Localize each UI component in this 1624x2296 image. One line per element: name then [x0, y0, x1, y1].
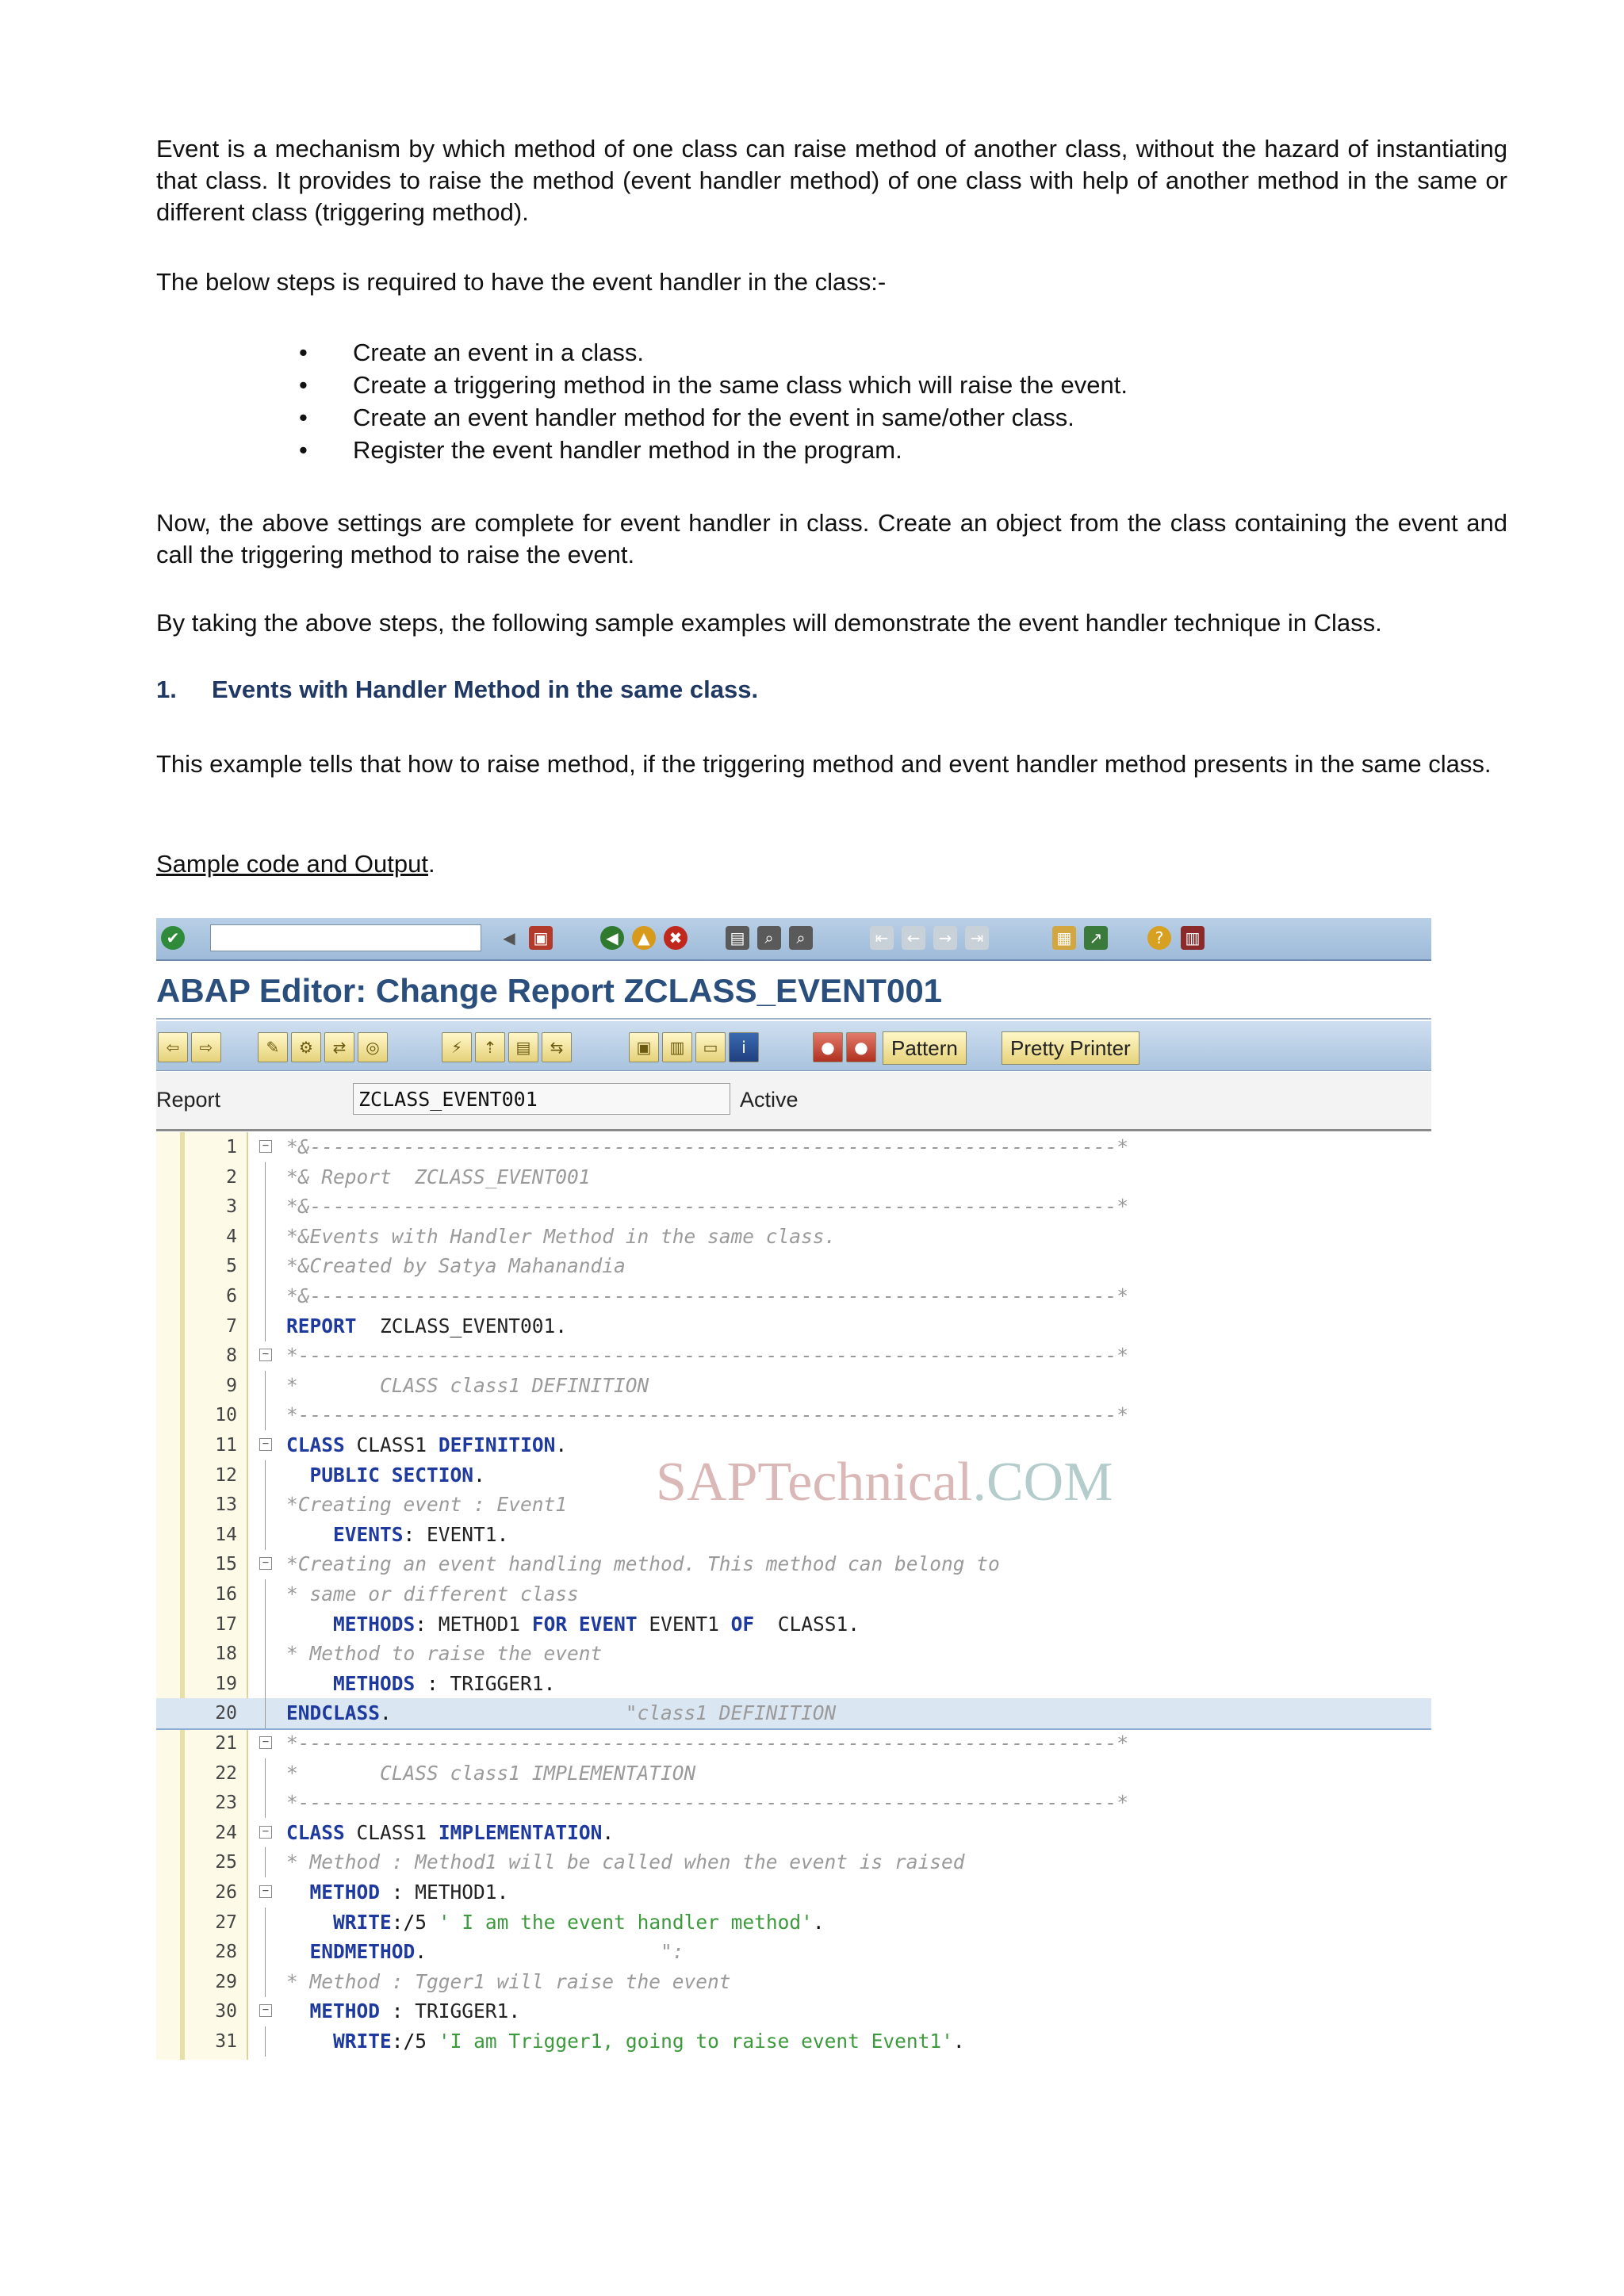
sample-label: Sample code and Output [156, 850, 428, 878]
list-item: • Create an event in a class. [299, 339, 645, 366]
command-field[interactable] [210, 924, 481, 951]
code-text: ENDMETHOD. ": [309, 1940, 684, 1964]
line-number: 18 [215, 1644, 237, 1665]
collapse-icon[interactable]: − [259, 1349, 272, 1361]
settings-paragraph: Now, the above settings are complete for event handler in class. Create an object from the class containing the event and call the triggering method to raise the event. [156, 509, 1507, 568]
sample-suffix: . [427, 850, 435, 878]
fold-guide [265, 1669, 266, 1699]
fold-guide [265, 1281, 266, 1311]
fold-guide [265, 1192, 266, 1222]
line-number: 17 [215, 1613, 237, 1635]
exit-icon[interactable]: ▲ [632, 926, 656, 950]
code-text: *----------------------------------------------------------------------* [286, 1732, 1129, 1755]
fold-guide [265, 1162, 266, 1192]
cancel-icon[interactable]: ✖ [664, 926, 688, 950]
fold-guide [265, 1579, 266, 1609]
line-number: 16 [215, 1584, 237, 1605]
line-number: 1 [226, 1137, 237, 1158]
page-title: ABAP Editor: Change Report ZCLASS_EVENT001 [156, 972, 943, 1009]
application-toolbar [156, 1021, 1431, 1071]
activate-icon[interactable]: ⚡ [442, 1032, 472, 1062]
section-title: Events with Handler Method in the same class. [212, 675, 759, 703]
fold-guide [265, 1371, 266, 1401]
code-line[interactable] [156, 1877, 1431, 1908]
print-icon[interactable]: ▤ [726, 926, 749, 950]
code-text: PUBLIC SECTION. [309, 1463, 485, 1487]
line-number: 21 [215, 1733, 237, 1754]
forward-arrow-icon[interactable]: ⇨ [191, 1032, 221, 1062]
code-line[interactable] [156, 1758, 1431, 1789]
line-number: 31 [215, 2031, 237, 2052]
code-text: *&Created by Satya Mahanandia [286, 1254, 626, 1278]
code-line[interactable] [156, 1728, 1431, 1758]
fold-guide [265, 1788, 266, 1818]
fold-guide [265, 1251, 266, 1281]
find-icon[interactable]: ⌕ [757, 926, 781, 950]
list-item: • Create an event handler method for the event in same/other class. [299, 404, 1074, 431]
code-line[interactable] [156, 1251, 1431, 1281]
fold-guide [265, 1698, 266, 1728]
code-text: WRITE:/5 ' I am the event handler method'. [333, 1910, 825, 1934]
list-item: • Create a triggering method in the same class which will raise the event. [299, 371, 1128, 399]
steps-summary-paragraph: By taking the above steps, the following sample examples will demonstrate the event handler technique in Class. [156, 609, 1382, 637]
shortcut-icon[interactable]: ↗ [1084, 926, 1108, 950]
pretty-printer-button[interactable]: Pretty Printer [1002, 1031, 1139, 1065]
line-number: 15 [215, 1554, 237, 1575]
code-text: * Method : Method1 will be called when the event is raised [286, 1850, 965, 1874]
code-text: METHODS : TRIGGER1. [333, 1671, 556, 1695]
line-number: 11 [215, 1435, 237, 1456]
report-row [156, 1072, 1431, 1131]
fold-guide [265, 1847, 266, 1877]
title-bar [156, 961, 1431, 1020]
code-text: *&---------------------------------------------------------------------* [286, 1135, 1129, 1158]
code-text: *Creating event : Event1 [286, 1493, 568, 1517]
intro-paragraph: Event is a mechanism by which method of one class can raise method of another class, without the hazard of instantiating that class. It provides to raise the method (event handler method) of one class with help of another method in the same or different class (triggering method). [156, 135, 1507, 226]
line-number: 4 [226, 1226, 237, 1247]
where-used-icon[interactable]: ▤ [508, 1032, 538, 1062]
code-editor[interactable] [156, 1132, 1431, 2060]
code-text: * CLASS class1 IMPLEMENTATION [286, 1761, 696, 1785]
code-line[interactable] [156, 1341, 1431, 1371]
code-text: * Method to raise the event [286, 1642, 603, 1666]
last-page-icon[interactable]: ⇥ [965, 926, 989, 950]
line-number: 2 [226, 1166, 237, 1188]
section-heading [156, 675, 758, 704]
collapse-icon[interactable]: − [259, 1885, 272, 1898]
code-text: CLASS CLASS1 DEFINITION. [286, 1433, 568, 1456]
list-item-text: Create an event handler method for the event in same/other class. [353, 404, 1074, 431]
example-paragraph: This example tells that how to raise method, if the triggering method and event handler method presents in the same class. [156, 750, 1492, 778]
fold-guide [265, 1908, 266, 1938]
fold-guide [265, 1609, 266, 1640]
code-line[interactable] [156, 1996, 1431, 2026]
steps-intro: The below steps is required to have the event handler in the class:- [156, 268, 887, 296]
back-arrow-icon[interactable]: ⇦ [158, 1032, 188, 1062]
code-text: *Creating an event handling method. This method can belong to [286, 1552, 1000, 1576]
sample-caption [156, 848, 435, 880]
help-icon[interactable]: ? [1147, 926, 1171, 950]
object-list-icon[interactable]: ⇆ [542, 1032, 572, 1062]
list-item-text: Create a triggering method in the same class which will raise the event. [353, 371, 1128, 399]
line-number: 14 [215, 1524, 237, 1545]
other-object-icon[interactable]: ⚙ [291, 1032, 321, 1062]
collapse-icon[interactable]: − [259, 1438, 272, 1451]
code-text: METHOD : METHOD1. [309, 1881, 509, 1904]
code-line[interactable] [156, 1579, 1431, 1609]
code-text: *&---------------------------------------------------------------------* [286, 1195, 1129, 1219]
code-text: *----------------------------------------------------------------------* [286, 1403, 1129, 1427]
report-label: Report [156, 1088, 221, 1112]
code-text: CLASS CLASS1 IMPLEMENTATION. [286, 1820, 615, 1844]
breakpoint-icon[interactable]: ● [813, 1032, 843, 1062]
collapse-icon[interactable]: − [259, 1736, 272, 1749]
code-text: METHODS: METHOD1 FOR EVENT EVENT1 OF CLASS1. [333, 1612, 860, 1636]
line-number: 10 [215, 1405, 237, 1426]
line-number: 25 [215, 1852, 237, 1873]
code-line[interactable] [156, 1967, 1431, 1997]
code-line[interactable] [156, 1400, 1431, 1430]
code-text: *----------------------------------------------------------------------* [286, 1344, 1129, 1368]
code-text: * same or different class [286, 1582, 579, 1605]
code-line[interactable] [156, 1818, 1431, 1848]
pattern-button[interactable]: Pattern [883, 1031, 967, 1065]
code-text: METHOD : TRIGGER1. [309, 1999, 521, 2023]
code-line[interactable] [156, 1609, 1431, 1640]
line-number: 6 [226, 1286, 237, 1307]
code-line[interactable] [156, 1132, 1431, 1162]
watermark-suffix: .COM [972, 1452, 1113, 1513]
watchpoint-icon[interactable]: ● [846, 1032, 876, 1062]
info-icon[interactable]: i [729, 1032, 759, 1062]
code-text: * CLASS class1 DEFINITION [286, 1373, 649, 1397]
section-number: 1. [156, 675, 177, 703]
line-number: 19 [215, 1673, 237, 1694]
line-number: 23 [215, 1793, 237, 1814]
code-line[interactable] [156, 1669, 1431, 1699]
layout-menu-icon[interactable]: ▥ [1181, 926, 1205, 950]
code-line[interactable] [156, 1281, 1431, 1311]
code-line[interactable] [156, 1549, 1431, 1579]
code-line[interactable] [156, 1520, 1431, 1550]
save-icon[interactable]: ▣ [529, 926, 553, 950]
enter-icon[interactable]: ✔ [161, 926, 185, 950]
code-line[interactable] [156, 1162, 1431, 1192]
watermark-main: SAPTechnical [656, 1452, 973, 1513]
code-line[interactable] [156, 1639, 1431, 1669]
list-item-text: Create an event in a class. [353, 339, 645, 366]
list-item-text: Register the event handler method in the program. [353, 436, 902, 464]
fold-guide [265, 1639, 266, 1669]
back-icon[interactable]: ◀ [600, 926, 624, 950]
code-line[interactable] [156, 1222, 1431, 1252]
code-line[interactable] [156, 1937, 1431, 1967]
code-text: *----------------------------------------------------------------------* [286, 1791, 1129, 1815]
active-inactive-icon[interactable]: ⇄ [324, 1032, 354, 1062]
sap-editor-screenshot [156, 918, 1431, 2060]
line-number: 27 [215, 1911, 237, 1933]
line-number: 26 [215, 1882, 237, 1903]
test-icon[interactable]: ⇡ [475, 1032, 505, 1062]
code-line[interactable] [156, 1908, 1431, 1938]
fold-guide [265, 1967, 266, 1997]
line-number: 5 [226, 1256, 237, 1277]
fold-guide [265, 1490, 266, 1520]
back-arrow-icon[interactable]: ◀ [503, 928, 515, 947]
code-line[interactable] [156, 1371, 1431, 1401]
previous-page-icon[interactable]: ← [902, 926, 925, 950]
hierarchy-icon[interactable]: ▣ [629, 1032, 659, 1062]
code-line[interactable] [156, 1847, 1431, 1877]
line-number: 12 [215, 1464, 237, 1486]
steps-list [299, 336, 1128, 466]
collapse-icon[interactable]: − [259, 1826, 272, 1839]
list-item: • Register the event handler method in the program. [299, 436, 902, 464]
code-line[interactable] [156, 1698, 1431, 1730]
new-session-icon[interactable]: ▦ [1052, 926, 1076, 950]
line-number: 22 [215, 1762, 237, 1784]
line-number: 7 [226, 1315, 237, 1337]
collapse-icon[interactable]: − [259, 2004, 272, 2017]
fold-guide [265, 1311, 266, 1341]
code-text: * Method : Tgger1 will raise the event [286, 1969, 731, 1993]
find-next-icon[interactable]: ⌕ [789, 926, 813, 950]
fold-guide [265, 1460, 266, 1490]
report-name-field[interactable]: ZCLASS_EVENT001 [353, 1083, 730, 1115]
collapse-icon[interactable]: − [259, 1557, 272, 1570]
code-line[interactable] [156, 1311, 1431, 1341]
line-number: 29 [215, 1971, 237, 1992]
line-number: 9 [226, 1375, 237, 1396]
collapse-icon[interactable]: − [259, 1140, 272, 1153]
code-text: WRITE:/5 'I am Trigger1, going to raise event Event1'. [333, 2030, 965, 2053]
stack-icon[interactable]: ▥ [662, 1032, 692, 1062]
fullscreen-icon[interactable]: ▭ [695, 1032, 726, 1062]
line-number: 13 [215, 1494, 237, 1516]
fold-guide [265, 1520, 266, 1550]
system-toolbar [156, 918, 1431, 961]
report-status: Active [740, 1088, 799, 1112]
code-text: ENDCLASS. "class1 DEFINITION [286, 1701, 837, 1725]
line-number: 24 [215, 1822, 237, 1843]
line-number: 30 [215, 2001, 237, 2022]
line-number: 3 [226, 1196, 237, 1218]
fold-guide [265, 2026, 266, 2057]
line-number: 8 [226, 1345, 237, 1367]
next-page-icon[interactable]: → [933, 926, 957, 950]
code-text: REPORT ZCLASS_EVENT001. [286, 1314, 568, 1337]
line-number: 20 [215, 1703, 237, 1724]
code-text: *& Report ZCLASS_EVENT001 [286, 1165, 591, 1188]
code-text: EVENTS: EVENT1. [333, 1522, 509, 1546]
display-change-icon[interactable]: ✎ [258, 1032, 288, 1062]
fold-guide [265, 1222, 266, 1252]
check-icon[interactable]: ◎ [358, 1032, 388, 1062]
code-line[interactable] [156, 1788, 1431, 1818]
fold-guide [265, 1937, 266, 1967]
fold-guide [265, 1400, 266, 1430]
watermark [656, 1451, 1113, 1514]
code-line[interactable] [156, 2026, 1431, 2057]
code-line[interactable] [156, 1192, 1431, 1222]
line-number: 28 [215, 1942, 237, 1963]
code-text: *&---------------------------------------------------------------------* [286, 1284, 1129, 1307]
fold-guide [265, 1758, 266, 1789]
code-text: *&Events with Handler Method in the same class. [286, 1224, 837, 1248]
first-page-icon[interactable]: ⇤ [870, 926, 894, 950]
